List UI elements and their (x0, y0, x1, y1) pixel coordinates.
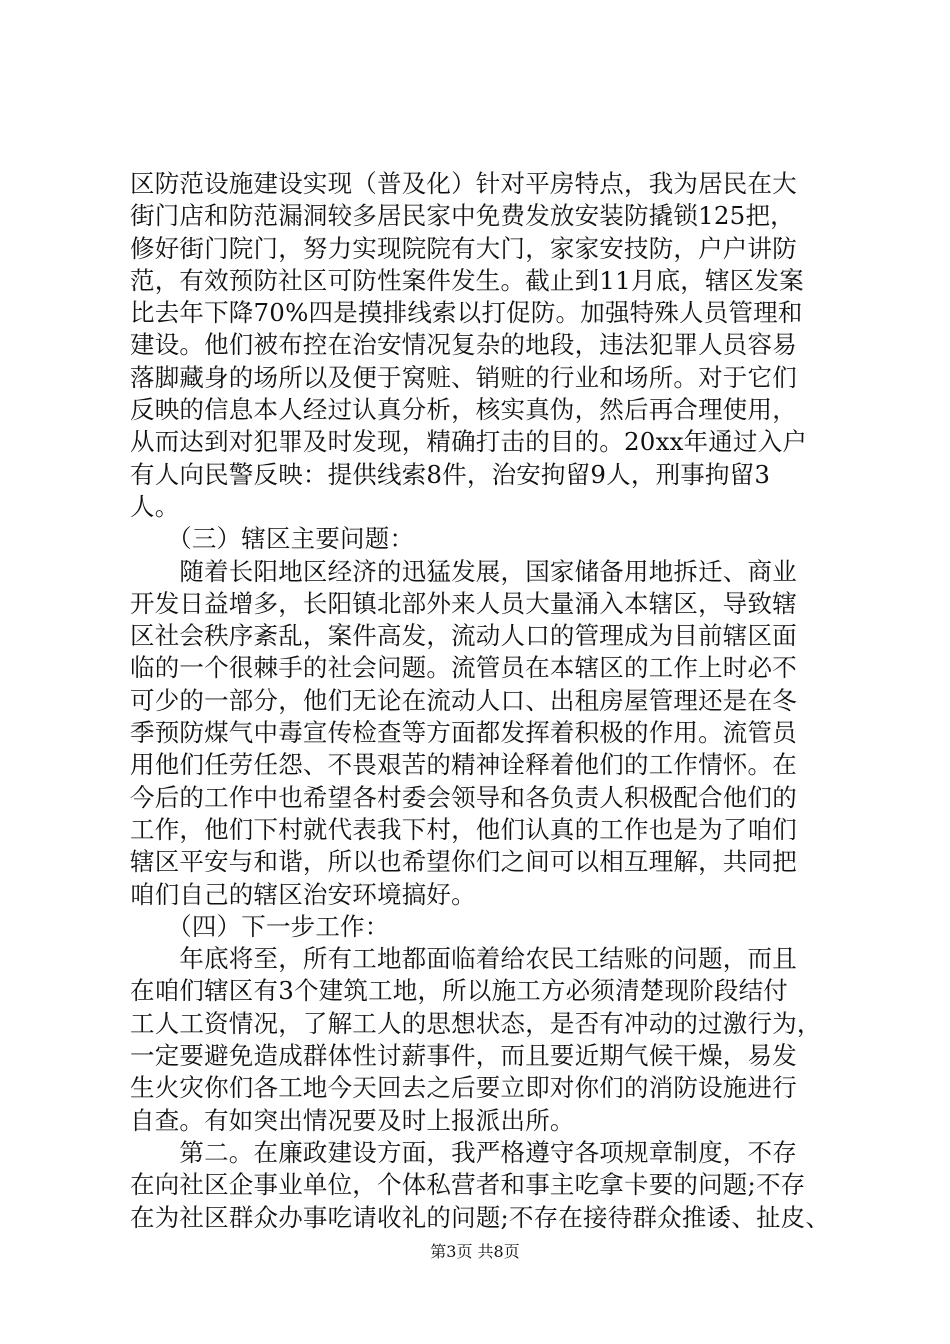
section-heading: （四）下一步工作： (130, 911, 390, 941)
text-line: 建设。他们被布控在治安情况复杂的地段，违法犯罪人员容易 (130, 330, 797, 360)
text-line: 季预防煤气中毒宣传检查等方面都发挥着积极的作用。流管员 (130, 718, 797, 748)
text-line: 临的一个很棘手的社会问题。流管员在本辖区的工作上时必不 (130, 653, 797, 683)
text-line: 可少的一部分，他们无论在流动人口、出租房屋管理还是在冬 (130, 685, 797, 715)
text-line: 区防范设施建设实现（普及化）针对平房特点，我为居民在大 (130, 169, 797, 198)
text-line: 第二。在廉政建设方面，我严格遵守各项规章制度，不存 (130, 1137, 797, 1167)
section-heading: （三）辖区主要问题： (130, 524, 415, 554)
page-footer: 第3页 共8页 (430, 1242, 520, 1261)
text-line: 街门店和防范漏洞较多居民家中免费发放安装防撬锁125把， (130, 201, 795, 231)
text-line: 开发日益增多，长阳镇北部外来人员大量涌入本辖区，导致辖 (130, 588, 797, 618)
text-line: 今后的工作中也希望各村委会领导和各负责人积极配合他们的 (130, 782, 797, 812)
text-line: 在为社区群众办事吃请收礼的问题;不存在接待群众推诿、扯皮、 (130, 1202, 831, 1232)
text-line: 自查。有如突出情况要及时上报派出所。 (130, 1105, 575, 1135)
text-line: 咱们自己的辖区治安环境搞好。 (130, 879, 476, 909)
text-line: 反映的信息本人经过认真分析，核实真伪，然后再合理使用， (130, 395, 797, 425)
text-line: 一定要避免造成群体性讨薪事件，而且要近期气候干燥，易发 (130, 1041, 797, 1071)
text-line: 区社会秩序紊乱，案件高发，流动人口的管理成为目前辖区面 (130, 621, 797, 651)
text-line: 比去年下降70%四是摸排线索以打促防。加强特殊人员管理和 (130, 298, 803, 328)
text-line: 落脚藏身的场所以及便于窝赃、销赃的行业和场所。对于它们 (130, 362, 797, 392)
text-line: 人。 (130, 491, 180, 521)
text-line: 有人向民警反映：提供线索8件，治安拘留9人，刑事拘留3 (130, 459, 771, 489)
text-line: 辖区平安与和谐，所以也希望你们之间可以相互理解，共同把 (130, 847, 797, 877)
text-line: 工人工资情况，了解工人的思想状态，是否有冲动的过激行为， (130, 1008, 822, 1038)
text-line: 用他们任劳任怨、不畏艰苦的精神诠释着他们的工作情怀。在 (130, 750, 797, 780)
text-line: 从而达到对犯罪及时发现，精确打击的目的。20xx年通过入户 (130, 427, 808, 457)
text-line: 生火灾你们各工地今天回去之后要立即对你们的消防设施进行 (130, 1073, 797, 1103)
text-line: 随着长阳地区经济的迅猛发展，国家储备用地拆迁、商业 (130, 556, 797, 586)
text-line: 修好街门院门，努力实现院院有大门，家家安技防，户户讲防 (130, 233, 797, 263)
text-line: 工作，他们下村就代表我下村，他们认真的工作也是为了咱们 (130, 814, 797, 844)
text-line: 在咱们辖区有3个建筑工地，所以施工方必须清楚现阶段结付 (130, 976, 788, 1006)
document-body (130, 168, 842, 1234)
text-line: 在向社区企事业单位，个体私营者和事主吃拿卡要的问题;不存 (130, 1170, 806, 1200)
text-line: 范，有效预防社区可防性案件发生。截止到11月底，辖区发案 (130, 265, 804, 295)
text-line: 年底将至，所有工地都面临着给农民工结账的问题，而且 (130, 944, 797, 974)
